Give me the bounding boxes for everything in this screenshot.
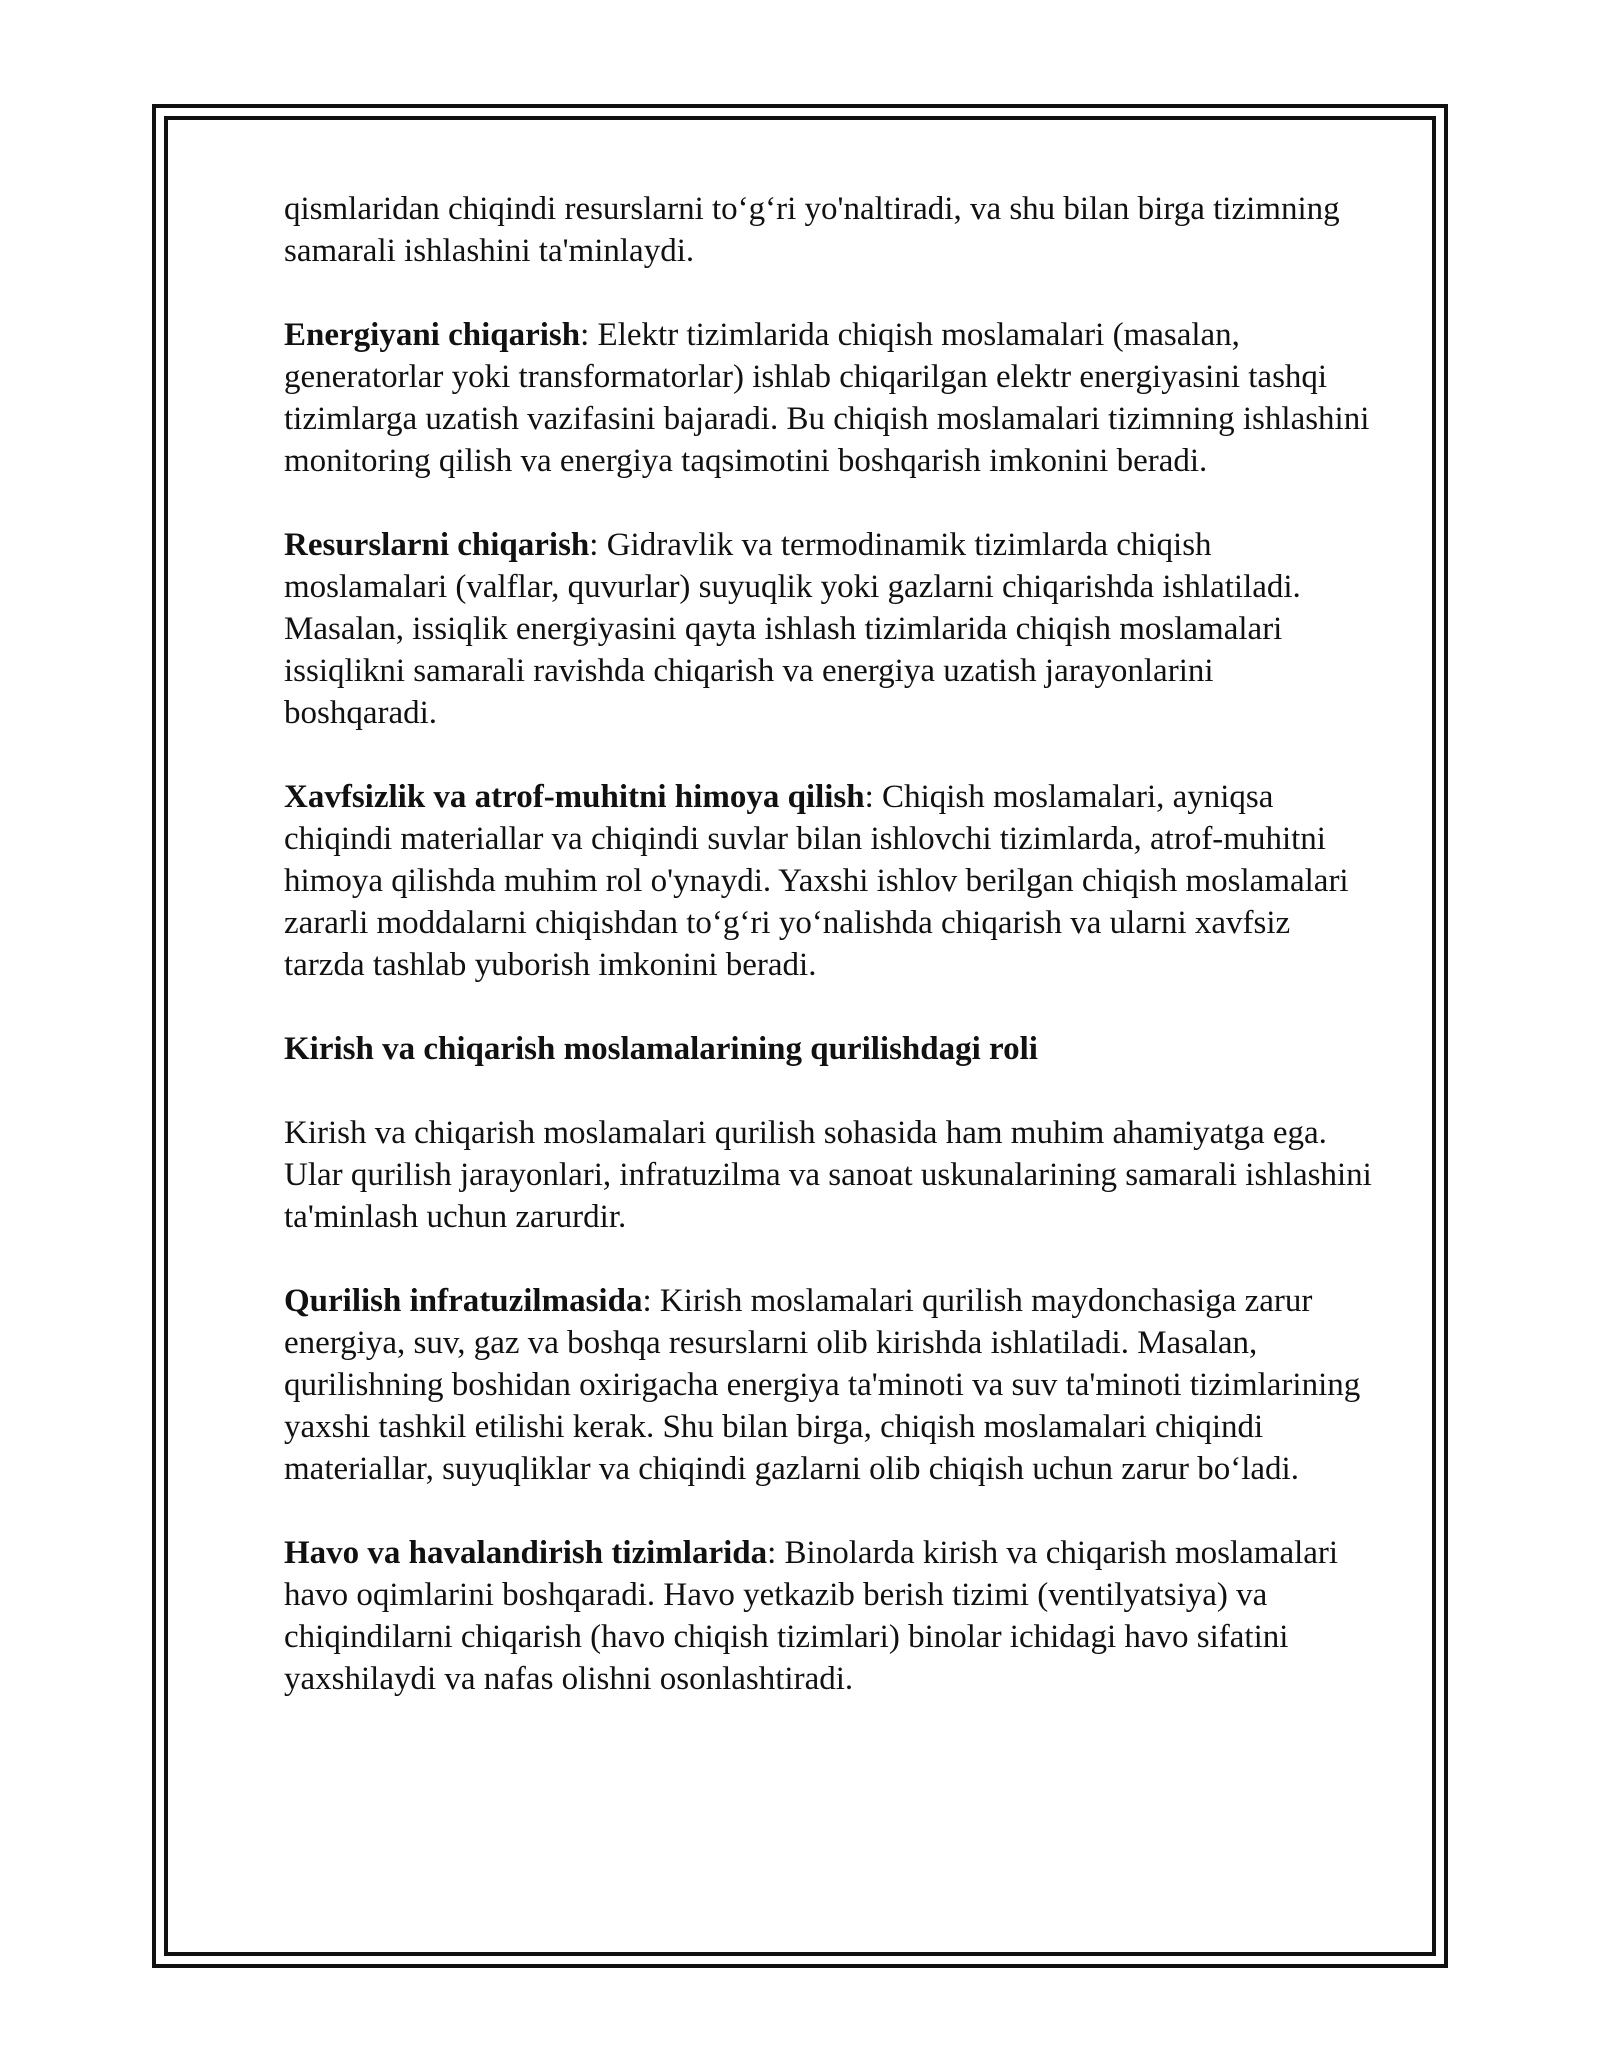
paragraph-text: : Binolarda kirish va chiqarish moslamalari havo oqimlarini boshqaradi. Havo yetkazib berish tizimi (ventilyatsiya) va chiqindilarni chiqarish (havo chiqish tizimlari) binolar ichidagi havo sifatini yaxshilaydi va nafas olishni osonlashtiradi. <box>284 1535 1339 1697</box>
section-intro-paragraph: Kirish va chiqarish moslamalari qurilish sohasida ham muhim ahamiyatga ega. Ular qurilish jarayonlari, infratuzilma va sanoat uskunalarining samarali ishlashini ta'minlash uchun zarurdir. <box>284 1115 1372 1235</box>
intro-paragraph: qismlaridan chiqindi resurslarni to‘g‘ri yo'naltiradi, va shu bilan birga tizimning samarali ishlashini ta'minlaydi. <box>284 191 1340 269</box>
section-heading: Kirish va chiqarish moslamalarining qurilishdagi roli <box>284 1031 1038 1067</box>
paragraph-havo-tizimlarida <box>284 1532 1374 1700</box>
paragraph-text: : Chiqish moslamalari, ayniqsa chiqindi materiallar va chiqindi suvlar bilan ishlovchi tizimlarda, atrof-muhitni himoya qilishda muhim rol o'ynaydi. Yaxshi ishlov berilgan chiqish moslamalari zararli moddalarni chiqishdan to‘g‘ri yo‘nalishda chiqarish va ularni xavfsiz tarzda tashlab yuborish imkonini beradi. <box>284 779 1349 983</box>
paragraph-text: : Kirish moslamalari qurilish maydonchasiga zarur energiya, suv, gaz va boshqa resurslarni olib kirishda ishlatiladi. Masalan, qurilishning boshidan oxirigacha energiya ta'minoti va suv ta'minoti tizimlarining yaxshi tashkil etilishi kerak. Shu bilan birga, chiqish moslamalari chiqindi materiallar, suyuqliklar va chiqindi gazlarni olib chiqish uchun zarur bo‘ladi. <box>284 1283 1361 1487</box>
paragraph-term: Energiyani chiqarish <box>284 317 581 353</box>
document-body <box>284 188 1374 1742</box>
paragraph-term: Xavfsizlik va atrof-muhitni himoya qilish <box>284 779 865 815</box>
paragraph-xavfsizlik <box>284 776 1374 986</box>
paragraph-term: Resurslarni chiqarish <box>284 527 590 563</box>
paragraph-energiyani-chiqarish <box>284 314 1374 482</box>
paragraph-qurilish-infratuzilmasida <box>284 1280 1374 1490</box>
paragraph-resurslarni-chiqarish <box>284 524 1374 734</box>
paragraph-text: : Gidravlik va termodinamik tizimlarda chiqish moslamalari (valflar, quvurlar) suyuqlik yoki gazlarni chiqarishda ishlatiladi. Masalan, issiqlik energiyasini qayta ishlash tizimlarida chiqish moslamalari issiqlikni samarali ravishda chiqarish va energiya uzatish jarayonlarini boshqaradi. <box>284 527 1301 731</box>
paragraph-text: : Elektr tizimlarida chiqish moslamalari (masalan, generatorlar yoki transformatorlar) ishlab chiqarilgan elektr energiyasini tashqi tizimlarga uzatish vazifasini bajaradi. Bu chiqish moslamalari tizimning ishlashini monitoring qilish va energiya taqsimotini boshqarish imkonini beradi. <box>284 317 1370 479</box>
paragraph-term: Qurilish infratuzilmasida <box>284 1283 643 1319</box>
paragraph-term: Havo va havalandirish tizimlarida <box>284 1535 768 1571</box>
